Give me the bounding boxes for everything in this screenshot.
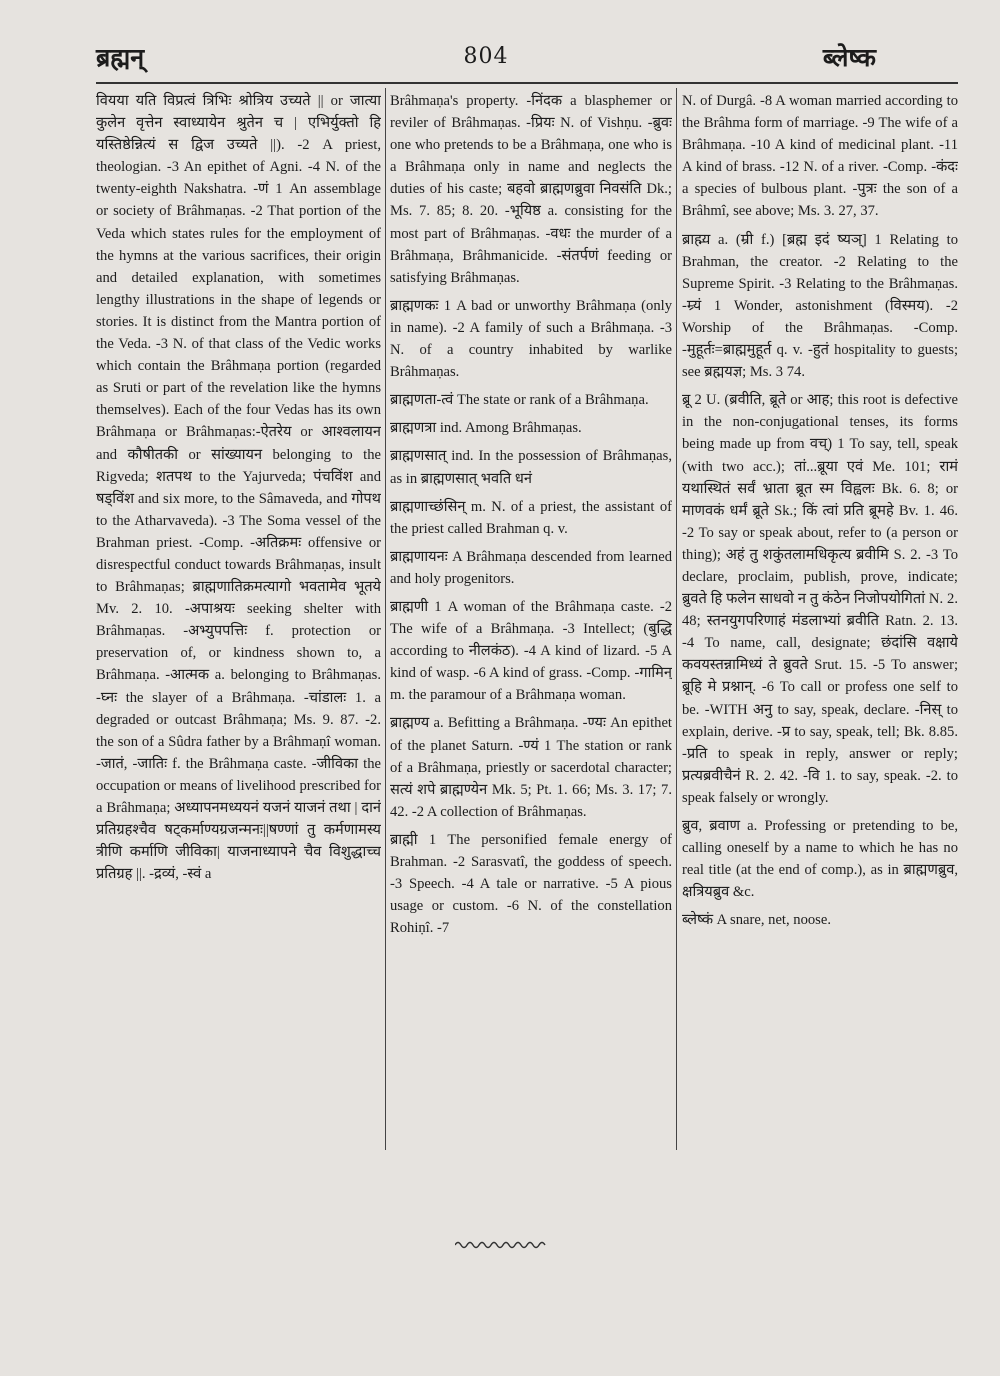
entry-paragraph: ब्राह्मणता-त्वं The state or rank of a Brâhmaṇa. [390, 392, 649, 409]
entry-paragraph: ब्राह्म्य a. (म्री f.) [ब्रह्म इदं ष्यञ्] 1 Relating to Brahman, the creator. -2 Relating to the Supreme Spirit. -3 Relating to the Brâhmaṇas. -म्र्यं 1 Wonder, astonishment (विस्मय). -2 Worship of the Brâhmaṇas. -Comp. -मुहूर्तः=ब्राह्ममुहूर्त q. v. -हुतं hospitality to guests; see ब्रह्मयज्ञ; Ms. 3 74. [682, 231, 958, 381]
column-2 [390, 90, 672, 1160]
entry-paragraph: ब्राह्मणत्रा ind. Among Brâhmaṇas. [390, 420, 582, 437]
page-number: 804 [463, 44, 509, 69]
column-1 [96, 90, 381, 1160]
header-rule [96, 82, 958, 84]
column-divider [676, 88, 677, 1150]
entry-paragraph: N. of Durgâ. -8 A woman married according to the Brâhma form of marriage. -9 The wife of a Brâhmaṇa. -10 A kind of medicinal plant. -11 A kind of brass. -12 N. of a river. -Comp. -कंदः a species of bulbous plant. -पुत्रः the son of a Brâhmî, see above; Ms. 3. 27, 37. [682, 93, 958, 220]
entry-paragraph: ब्राह्मणकः 1 A bad or unworthy Brâhmaṇa (only in name). -2 A family of such a Brâhmaṇa. -3 N. of a country inhabited by warlike Brâhmaṇas. [390, 297, 672, 381]
entry-paragraph: ब्रू 2 U. (ब्रवीति, ब्रूते or आह; this root is defective in the non-conjugational tenses, its forms being made up from वच्) 1 To say, tell, speak (with two acc.); तां...ब्रूया एवं Me. 101; रामं यथास्थितं सर्वं भ्राता ब्रूत स्म विह्वलः Bk. 6. 8; or माणवकं धर्मं ब्रूते Sk.; किं त्वां प्रति ब्रूमहे Bv. 1. 46. -2 To say or speak about, refer to (a person or thing); अहं तु शकुंतलामधिकृत्य ब्रवीमि S. 2. -3 To declare, proclaim, publish, prove, indicate; ब्रुवते हि फलेन साधवो न तु कंठेन निजोपयोगितां N. 2. 48; स्तनयुगपरिणाहं मंडलाभ्यां ब्रवीति Ratn. 2. 13. -4 To name, call, designate; छंदांसि वक्षाये कवयस्तन्नामिध्यं ते ब्रुवते Srut. 15. -5 To answer; ब्रूहि मे प्रश्नान्. -6 To call or profess one self to be. -WITH अनु to say, speak, declare. -निस् to explain, derive. -प्र to say, speak, tell; Bk. 8.85. -प्रति to speak in reply, answer or reply; प्रत्यब्रवीचैनं R. 2. 42. -वि 1. to say, speak. -2. to speak falsely or wrongly. [682, 392, 958, 806]
column-divider [385, 88, 386, 1150]
entry-paragraph: Brâhmaṇa's property. -निंदक a blasphemer or reviler of Brâhmaṇas. -प्रियः N. of Vishṇu. -ब्रुवः one who pretends to be a Brâhmaṇa, one who is a Brâhmaṇa only in name and neglects the duties of his caste; बहवो ब्राह्मणब्रुवा निवसंति Dk.; Ms. 7. 85; 8. 20. -भूयिष्ठ a. consisting for the most part of Brâhmaṇas. -वधः the murder of a Brâhmaṇa, Brâhmanicide. -संतर्पणं feeding or satisfying Brâhmaṇas. [390, 93, 672, 286]
header-left-headword: ब्रह्मन् [96, 43, 145, 72]
page-header [96, 40, 876, 80]
entry-paragraph: ब्लेष्कं A snare, net, noose. [682, 912, 831, 929]
entry-paragraph: ब्राह्मणाच्छंसिन् m. N. of a priest, the assistant of the priest called Brahman q. v. [390, 498, 672, 537]
entry-paragraph: ब्राह्मणसात् ind. In the possession of Brâhmaṇas, as in ब्राह्मणसात् भवति धनं [390, 448, 672, 487]
entry-paragraph: वियया यति विप्रत्वं त्रिभिः श्रोत्रिय उच्यते || or जात्या कुलेन वृत्तेन स्वाध्यायेन श्रुतेन च | एभिर्युक्तो हि यस्तिष्ठेन्नित्यं स द्विज उच्यते ||). -2 A priest, theologian. -3 An epithet of Agni. -4 N. of the twenty-eighth Nakshatra. -णं 1 An assemblage or society of Brâhmaṇas. -2 That portion of the Veda which states rules for the employment of the hymns at the various sacrifices, their origin and detailed explanation, with sometimes lengthy illustrations in the shape of legends or stories. It is distinct from the Mantra portion of the Veda. -3 N. of that class of the Vedic works which contain the Brâhmaṇa portion (regarded as Sruti or part of the revelation like the hymns themselves). Each of the four Vedas has its own Brâhmaṇa or Brâhmaṇas:-ऐतरेय or आश्वलायन and कौषीतकी or सांख्यायन belonging to the Rigveda; शतपथ to the Yajurveda; पंचविंश and षड्विंश and six more, to the Sâmaveda, and गोपथ to the Atharvaveda). -3 The Soma vessel of the Brahman priest. -Comp. -अतिक्रमः offensive or disrespectful conduct towards Brâhmaṇas, insult to Brâhmaṇas; ब्राह्मणातिक्रमत्यागो भवतामेव भूतये Mv. 2. 10. -अपाश्रयः seeking shelter with Brâhmaṇas. -अभ्युपपत्तिः f. protection or preservation of, or kindness shown to, a Brâhmaṇa. -आत्मक a. belonging to Brâhmaṇas. -घ्नः the slayer of a Brâhmaṇa. -चांडालः 1. a degraded or outcast Brâhmaṇa; Ms. 9. 87. -2. the son of a Sûdra father by a Brâhmaṇî woman. -जातं, -जातिः f. the Brâhmaṇa caste. -जीविका the occupation or means of livelihood prescribed for a Brâhmaṇa; अध्यापनमध्ययनं यजनं याजनं तथा | दानं प्रतिग्रहश्चैव षट्कर्माण्यग्रजन्मनः||षण्णां तु कर्मणामस्य त्रीणि कर्माणि जीविका| याजनाध्यापने चैव विशुद्धाच्च प्रतिग्रह ||. -द्रव्यं, -स्वं a [96, 93, 381, 883]
column-3 [682, 90, 958, 1160]
entry-paragraph: ब्राह्मणायनः A Brâhmaṇa descended from learned and holy progenitors. [390, 548, 672, 587]
entry-paragraph: ब्राह्मणी 1 A woman of the Brâhmaṇa caste. -2 The wife of a Brâhmaṇa. -3 Intellect; (बुद्धि according to नीलकंठ). -4 A kind of lizard. -5 A kind of wasp. -6 A kind of grass. -Comp. -गामिन् m. the paramour of a Brâhmaṇa woman. [390, 598, 672, 704]
entry-paragraph: ब्रुव, ब्रवाण a. Professing or pretending to be, calling oneself by a name to which he has no real title (at the end of comp.), as in ब्राह्मणब्रुव, क्षत्रियब्रुव &c. [682, 818, 958, 901]
end-ornament [455, 1238, 547, 1252]
entry-paragraph: ब्राह्मी 1 The personified female energy of Brahman. -2 Sarasvatî, the goddess of speech. -3 Speech. -4 A tale or narrative. -5 A pious usage or custom. -6 N. of the constellation Rohiṇî. -7 [390, 831, 672, 937]
entry-paragraph: ब्राह्मण्य a. Befitting a Brâhmaṇa. -ण्यः An epithet of the planet Saturn. -ण्यं 1 The station or rank of a Brâhmaṇa, priestly or sacerdotal character; सत्यं शपे ब्राह्मण्येन Mk. 5; Pt. 1. 66; Ms. 3. 17; 7. 42. -2 A collection of Brâhmaṇas. [390, 715, 672, 820]
header-right-headword: ब्लेष्क [822, 43, 876, 72]
